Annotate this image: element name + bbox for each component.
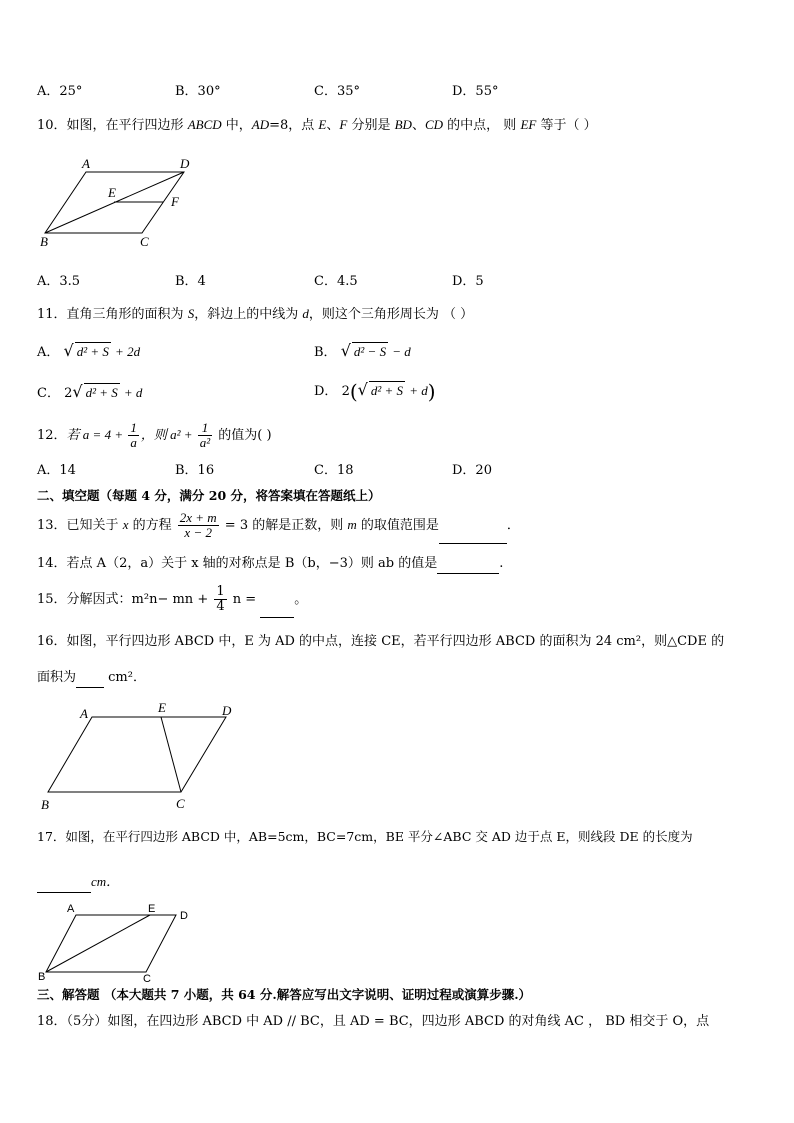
q10-option-d: D．5 bbox=[452, 274, 484, 289]
q11-option-a bbox=[37, 342, 140, 362]
sqrt-icon: √ bbox=[63, 341, 74, 360]
paren-close: ) bbox=[427, 379, 436, 404]
q16-text: 如图，平行四边形 ABCD 中，E 为 AD 的中点，连接 CE，若平行四边形 ABCD 的面积为 24 cm²，则△CDE 的 bbox=[66, 634, 725, 649]
denominator: 4 bbox=[216, 599, 225, 614]
numerator: 1 bbox=[130, 420, 137, 435]
numerator: 2x + m bbox=[179, 510, 217, 525]
sqrt-icon: √ bbox=[340, 341, 351, 360]
q10-f: F bbox=[339, 117, 348, 132]
expr: + 2d bbox=[115, 344, 141, 359]
q10-text: 等于（ ） bbox=[536, 118, 597, 133]
expr: + d bbox=[409, 383, 428, 398]
q13-text: 已知关于 bbox=[66, 518, 123, 533]
question-number: 12． bbox=[37, 428, 67, 443]
q10-figure bbox=[36, 150, 206, 260]
q17-segment-be bbox=[46, 915, 150, 972]
question-number: 18． bbox=[37, 1014, 67, 1029]
question-number: 17． bbox=[37, 829, 66, 844]
q10-text: 分别是 bbox=[347, 118, 395, 133]
q13-text: ． bbox=[506, 518, 520, 533]
q16-label-c: C bbox=[176, 796, 185, 811]
numerator: 1 bbox=[198, 421, 212, 436]
q16-answer-blank[interactable] bbox=[76, 669, 104, 688]
q16-parallelogram bbox=[48, 717, 226, 792]
q9-option-d: D．55° bbox=[452, 84, 499, 99]
q10-label-a: A bbox=[82, 156, 90, 171]
radicand: d² + S bbox=[76, 344, 109, 359]
q10-text: 、 bbox=[326, 118, 340, 133]
q12-stem bbox=[37, 418, 272, 453]
q12-option-b: B．16 bbox=[175, 463, 215, 478]
q10-option-c: C．4.5 bbox=[314, 274, 358, 289]
q11-option-c bbox=[37, 383, 142, 403]
q11-text: ，斜边上的中线为 bbox=[194, 307, 303, 322]
q10-text: 的中点， 则 bbox=[443, 118, 521, 133]
q10-cd: CD bbox=[424, 117, 444, 132]
q17-answer-blank[interactable] bbox=[37, 874, 91, 893]
q13-x: x bbox=[122, 517, 129, 532]
q14-answer-blank[interactable] bbox=[437, 555, 499, 574]
q12-fraction-1 bbox=[128, 421, 139, 450]
paren-open: ( bbox=[349, 379, 358, 404]
radicand: d² − S bbox=[353, 344, 387, 359]
question-number: 10． bbox=[37, 118, 67, 133]
q10-text: 中， bbox=[221, 118, 252, 133]
numerator: 1 bbox=[216, 584, 225, 599]
q11-stem bbox=[37, 305, 473, 324]
q11-text: 直角三角形的面积为 bbox=[66, 307, 188, 322]
expr: − d bbox=[392, 344, 411, 359]
q11-option-d bbox=[314, 379, 436, 404]
sqrt-icon: √ bbox=[357, 380, 368, 399]
q9-option-c: C．35° bbox=[314, 84, 360, 99]
q10-bd: BD bbox=[394, 117, 412, 132]
q15-stem bbox=[37, 583, 307, 618]
q13-text: 的取值范围是 bbox=[356, 518, 439, 533]
q16-line-1 bbox=[37, 633, 724, 651]
q10-ef: EF bbox=[520, 117, 537, 132]
q10-label-d: D bbox=[180, 156, 190, 171]
q17-parallelogram bbox=[46, 915, 176, 972]
radicand: d² + S bbox=[370, 383, 404, 398]
q14-text: 若点 A（2，a）关于 x 轴的对称点是 B（b，−3）则 ab 的值是 bbox=[66, 556, 438, 571]
q12-option-c: C．18 bbox=[314, 463, 354, 478]
expr: 2 bbox=[341, 384, 350, 399]
q10-text: 如图，在平行四边形 bbox=[66, 118, 188, 133]
q17-figure bbox=[36, 900, 206, 985]
q13-answer-blank[interactable] bbox=[439, 509, 507, 544]
q16-label-e: E bbox=[158, 700, 166, 715]
question-number: 14． bbox=[37, 556, 67, 571]
q15-text: 。 bbox=[294, 592, 308, 607]
q15-text: n = bbox=[228, 592, 261, 607]
q16-label-d: D bbox=[222, 703, 232, 718]
q12-option-a: A．14 bbox=[37, 463, 76, 478]
q16-label-b: B bbox=[41, 797, 49, 812]
q10-ad: AD bbox=[251, 117, 270, 132]
q17-label-e: E bbox=[148, 903, 156, 915]
sqrt-icon: √ bbox=[72, 382, 83, 401]
q12-option-d: D．20 bbox=[452, 463, 492, 478]
expr: + d bbox=[123, 385, 143, 400]
option-label: B． bbox=[314, 345, 337, 360]
q18-text: （5分）如图，在四边形 ABCD 中 AD // BC，且 AD = BC，四边形 ABCD 的对角线 AC ， BD 相交于 O，点 bbox=[66, 1014, 710, 1029]
q10-stem bbox=[37, 116, 597, 135]
q11-text: ，则这个三角形周长为 （ ） bbox=[308, 307, 474, 322]
question-number: 15． bbox=[37, 592, 67, 607]
q10-option-b: B．4 bbox=[175, 274, 206, 289]
option-label: A． bbox=[37, 345, 60, 360]
q14-stem bbox=[37, 555, 503, 574]
question-number: 11． bbox=[37, 307, 67, 322]
q9-option-a: A．25° bbox=[37, 84, 83, 99]
q12-text: ，则 a² + bbox=[140, 427, 196, 442]
q10-label-b: B bbox=[40, 234, 48, 249]
q13-stem bbox=[37, 508, 520, 544]
q17-label-a: A bbox=[67, 903, 75, 915]
q10-e: E bbox=[318, 117, 327, 132]
q17-label-d: D bbox=[180, 910, 188, 922]
q16-text: 面积为 bbox=[37, 670, 77, 685]
q10-text: 、 bbox=[411, 118, 425, 133]
option-label: D． bbox=[314, 384, 338, 399]
question-number: 16． bbox=[37, 634, 67, 649]
q15-fraction bbox=[214, 585, 226, 614]
q17-label-b: B bbox=[38, 971, 46, 983]
q12-text: 若 a = 4 + bbox=[66, 427, 127, 442]
section-2-title: 二、填空题（每题 4 分，满分 20 分，将答案填在答题纸上） bbox=[37, 488, 381, 503]
q12-text: 的值为( ) bbox=[214, 428, 272, 443]
q13-text: = 3 的解是正数，则 bbox=[220, 518, 348, 533]
q17-line-1 bbox=[37, 828, 693, 846]
question-number: 13． bbox=[37, 518, 67, 533]
q10-abcd: ABCD bbox=[187, 117, 222, 132]
q11-option-b bbox=[314, 342, 411, 362]
q14-text: . bbox=[499, 556, 504, 571]
q16-segment-ce bbox=[161, 717, 181, 792]
q15-answer-blank[interactable] bbox=[260, 583, 294, 618]
q18-stem bbox=[37, 1013, 709, 1031]
expr: 2 bbox=[64, 386, 73, 401]
q13-m: m bbox=[347, 517, 357, 532]
q16-label-a: A bbox=[80, 706, 88, 721]
q9-option-b: B．30° bbox=[175, 84, 221, 99]
q10-text: =8，点 bbox=[269, 118, 319, 133]
q10-label-e: E bbox=[108, 185, 116, 200]
q16-text: cm²． bbox=[104, 670, 146, 685]
q17-text: 如图，在平行四边形 ABCD 中，AB=5cm，BC=7cm，BE 平分∠ABC 交 AD 边于点 E，则线段 DE 的长度为 bbox=[65, 829, 693, 844]
q17-line-2 bbox=[37, 873, 119, 893]
q16-figure bbox=[36, 700, 246, 810]
q13-text: 的方程 bbox=[128, 518, 176, 533]
q10-label-c: C bbox=[140, 234, 149, 249]
q10-option-a: A．3.5 bbox=[37, 274, 81, 289]
option-label: C． bbox=[37, 386, 60, 401]
q15-text: 分解因式：m²n− mn + bbox=[66, 592, 213, 607]
denominator: a bbox=[130, 435, 137, 450]
q12-fraction-2 bbox=[198, 421, 212, 450]
q17-text: cm． bbox=[91, 874, 120, 889]
q10-label-f: F bbox=[171, 194, 179, 209]
denominator: x − 2 bbox=[184, 525, 212, 540]
q13-fraction bbox=[178, 511, 219, 540]
q11-d: d bbox=[302, 306, 309, 321]
denominator: a² bbox=[199, 435, 211, 450]
section-3-title: 三、解答题 （本大题共 7 小题，共 64 分.解答应写出文字说明、证明过程或演算步骤.） bbox=[37, 987, 532, 1002]
q17-label-c: C bbox=[143, 973, 151, 985]
radicand: d² + S bbox=[85, 385, 118, 400]
q11-s: S bbox=[187, 306, 195, 321]
q16-line-2 bbox=[37, 669, 146, 688]
